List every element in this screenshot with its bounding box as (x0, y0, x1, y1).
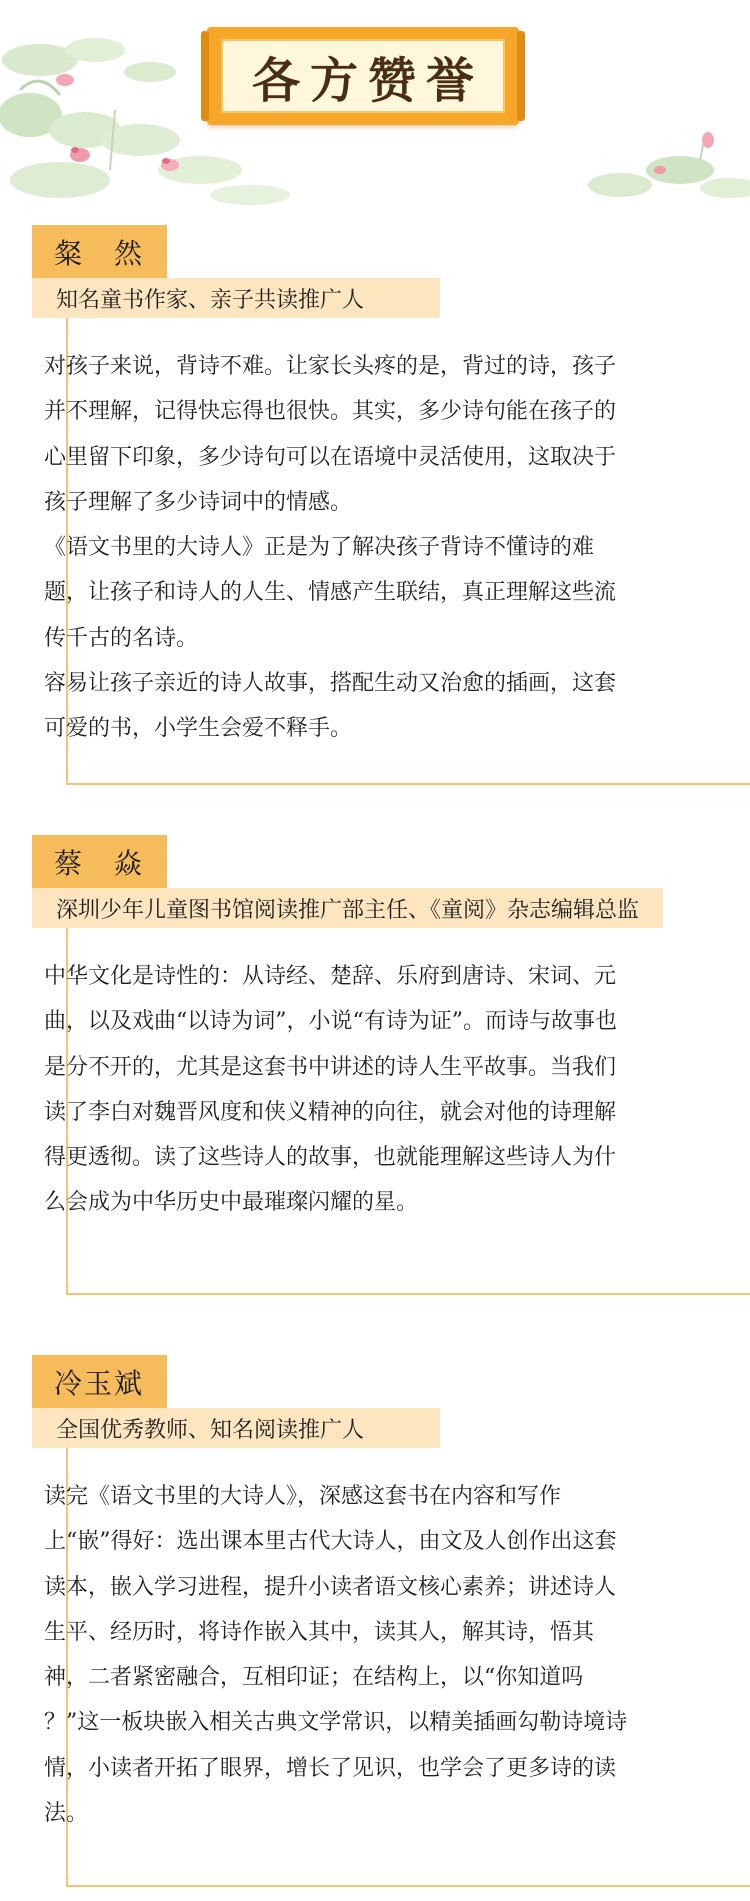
page-title: 各方赞誉 (251, 52, 484, 109)
lotus-flower-icon (702, 132, 714, 148)
review-paragraph: 对孩子来说，背诗不难。让家长头疼的是，背过的诗，孩子并不理解，记得快忘得也很快。其实，多少诗句能在孩子的心里留下印象，多少诗句可以在语境中灵活使用，这取决于孩子理解了多少诗词中的情感。 (44, 354, 617, 515)
review-section (0, 225, 750, 785)
lotus-leaf-decoration-icon (580, 130, 750, 210)
reviewer-name: 冷玉斌 (32, 1355, 167, 1408)
reviewer-role: 深圳少年儿童图书馆阅读推广部主任、《童阅》杂志编辑总监 (32, 888, 663, 928)
title-banner (207, 27, 519, 125)
review-text (44, 344, 634, 752)
review-text (44, 954, 634, 1226)
page-header (0, 0, 750, 220)
review-paragraph: 容易让孩子亲近的诗人故事，搭配生动又治愈的插画，这套可爱的书，小学生会爱不释手。 (44, 671, 617, 742)
review-section (0, 1355, 750, 1901)
review-text (44, 1474, 634, 1836)
reviewer-role: 全国优秀教师、知名阅读推广人 (32, 1408, 440, 1448)
review-section (0, 835, 750, 1305)
reviewer-name: 蔡 焱 (32, 835, 167, 888)
reviewer-name: 粲 然 (32, 225, 167, 278)
review-paragraph: 中华文化是诗性的：从诗经、楚辞、乐府到唐诗、宋词、元曲，以及戏曲“以诗为词”，小说“有诗为证”。而诗与故事也是分不开的，尤其是这套书中讲述的诗人生平故事。当我们读了李白对魏晋风度和侠义精神的向往，就会对他的诗理解得更透彻。读了这些诗人的故事，也就能理解这些诗人为什么会成为中华历史中最璀璨闪耀的星。 (44, 964, 617, 1216)
review-paragraph: 读完《语文书里的大诗人》，深感这套书在内容和写作上“嵌”得好：选出课本里古代大诗人，由文及人创作出这套读本，嵌入学习进程，提升小读者语文核心素养；讲述诗人生平、经历时，将诗作嵌入其中，读其人，解其诗，悟其神，二者紧密融合，互相印证；在结构上，以“你知道吗 ？”这一板块嵌入相关古典文学常识，以精美插画勾勒诗境诗情，小读者开拓了眼界，增长了见识，也学会了更多诗的读法。 (44, 1484, 628, 1827)
reviewer-role: 知名童书作家、亲子共读推广人 (32, 278, 440, 318)
review-paragraph: 《语文书里的大诗人》正是为了解决孩子背诗不懂诗的难题，让孩子和诗人的人生、情感产生联结，真正理解这些流传千古的名诗。 (44, 535, 617, 651)
